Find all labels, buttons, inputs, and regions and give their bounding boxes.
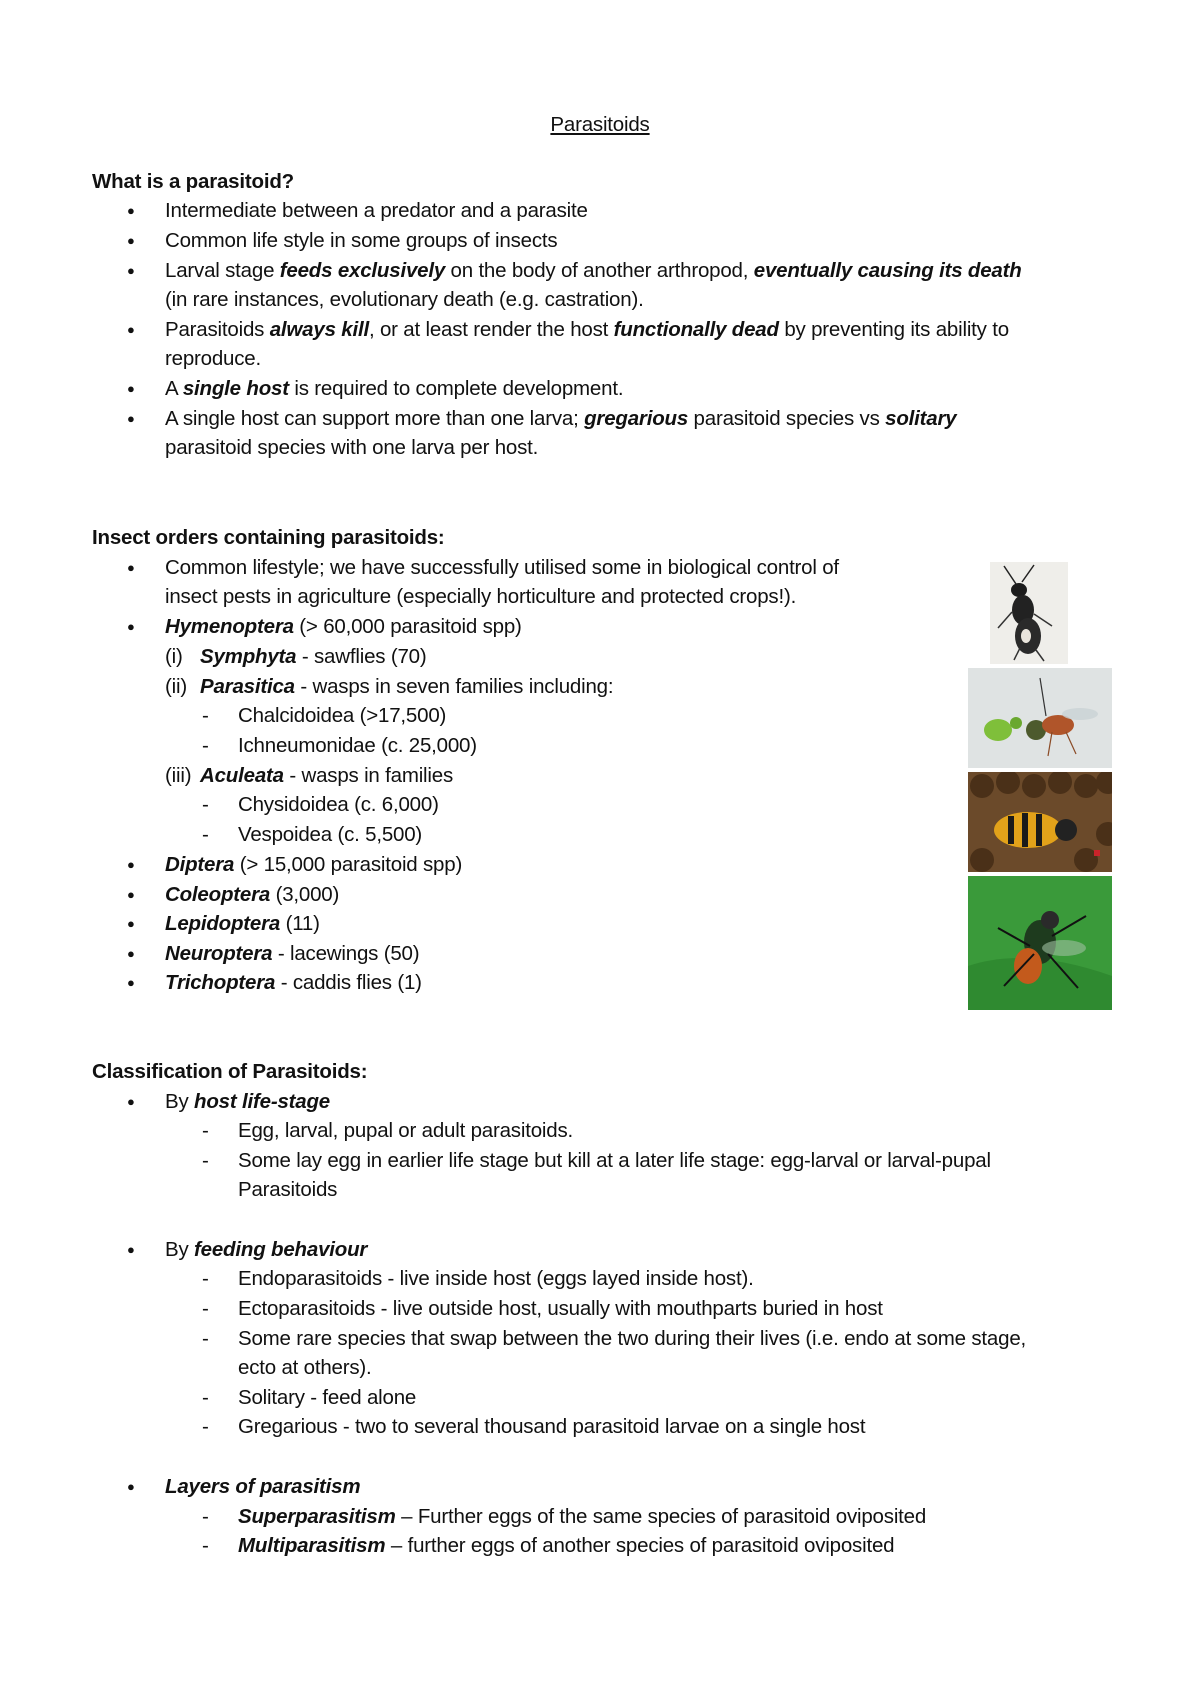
dash-marker: - [202, 1267, 209, 1290]
dash-marker: - [202, 734, 209, 757]
dash-marker: - [202, 793, 209, 816]
bullet-marker: ● [127, 381, 135, 396]
list-item: Coleoptera (3,000) [165, 883, 340, 906]
bullet-marker: ● [127, 203, 135, 218]
list-item: Layers of parasitism [165, 1475, 361, 1498]
numbered-sub-item-marker: (ii) [165, 675, 187, 698]
dash-item: Solitary - feed alone [238, 1386, 417, 1409]
dash-item: Ichneumonidae (c. 25,000) [238, 734, 477, 757]
list-item-continuation: (in rare instances, evolutionary death (e.g. castration). [165, 288, 644, 311]
bullet-marker: ● [127, 975, 135, 990]
bullet-marker: ● [127, 887, 135, 902]
dash-item: Some rare species that swap between the two during their lives (i.e. endo at some stage, [238, 1327, 1027, 1350]
insect-photo-sawfly [990, 562, 1068, 664]
dash-item: Some lay egg in earlier life stage but kill at a later life stage: egg-larval or larval-pupal [238, 1149, 991, 1172]
list-item: By host life-stage [165, 1090, 330, 1113]
dash-marker: - [202, 1415, 209, 1438]
dash-marker: - [202, 1119, 209, 1142]
dash-item: Chysidoidea (c. 6,000) [238, 793, 439, 816]
list-item: Lepidoptera (11) [165, 912, 320, 935]
bullet-marker: ● [127, 322, 135, 337]
list-item: A single host can support more than one larva; gregarious parasitoid species vs solitary [165, 407, 957, 430]
bullet-marker: ● [127, 560, 135, 575]
dash-item: Superparasitism – Further eggs of the same species of parasitoid oviposited [238, 1505, 927, 1528]
bullet-marker: ● [127, 1479, 135, 1494]
section-heading-insect-orders: Insect orders containing parasitoids: [92, 526, 445, 549]
dash-marker: - [202, 1297, 209, 1320]
dash-marker: - [202, 823, 209, 846]
list-item-continuation: insect pests in agriculture (especially horticulture and protected crops!). [165, 585, 797, 608]
bullet-marker: ● [127, 619, 135, 634]
bullet-marker: ● [127, 857, 135, 872]
dash-item: Vespoidea (c. 5,500) [238, 823, 423, 846]
list-item: Common life style in some groups of insects [165, 229, 558, 252]
dash-marker: - [202, 1505, 209, 1528]
dash-item: Egg, larval, pupal or adult parasitoids. [238, 1119, 574, 1142]
list-item: A single host is required to complete development. [165, 377, 624, 400]
dash-marker: - [202, 1534, 209, 1557]
list-item-continuation: parasitoid species with one larva per host. [165, 436, 539, 459]
list-item: By feeding behaviour [165, 1238, 368, 1261]
dash-item: Multiparasitism – further eggs of another species of parasitoid oviposited [238, 1534, 895, 1557]
numbered-sub-item-marker: (i) [165, 645, 183, 668]
numbered-sub-item: Aculeata - wasps in families [200, 764, 454, 787]
numbered-sub-item-marker: (iii) [165, 764, 192, 787]
dash-marker: - [202, 1386, 209, 1409]
insect-photo-parasitic-wasp [968, 668, 1112, 768]
bullet-marker: ● [127, 263, 135, 278]
list-item: Intermediate between a predator and a parasite [165, 199, 588, 222]
list-item: Trichoptera - caddis flies (1) [165, 971, 422, 994]
list-item: Hymenoptera (> 60,000 parasitoid spp) [165, 615, 522, 638]
dash-item: Gregarious - two to several thousand parasitoid larvae on a single host [238, 1415, 866, 1438]
dash-marker: - [202, 704, 209, 727]
insect-photo-wasp-on-comb [968, 772, 1112, 872]
bullet-marker: ● [127, 1094, 135, 1109]
bullet-marker: ● [127, 916, 135, 931]
dash-item: Chalcidoidea (>17,500) [238, 704, 447, 727]
list-item: Diptera (> 15,000 parasitoid spp) [165, 853, 463, 876]
dash-item-continuation: ecto at others). [238, 1356, 372, 1379]
bullet-marker: ● [127, 411, 135, 426]
list-item-continuation: reproduce. [165, 347, 262, 370]
section-heading-what-is: What is a parasitoid? [92, 170, 294, 193]
dash-marker: - [202, 1327, 209, 1350]
bullet-marker: ● [127, 946, 135, 961]
dash-marker: - [202, 1149, 209, 1172]
numbered-sub-item: Symphyta - sawflies (70) [200, 645, 427, 668]
dash-item: Ectoparasitoids - live outside host, usually with mouthparts buried in host [238, 1297, 883, 1320]
list-item: Parasitoids always kill, or at least render the host functionally dead by preventing its ability to [165, 318, 1009, 341]
section-heading-classification: Classification of Parasitoids: [92, 1060, 368, 1083]
list-item: Neuroptera - lacewings (50) [165, 942, 420, 965]
bullet-marker: ● [127, 233, 135, 248]
list-item: Larval stage feeds exclusively on the body of another arthropod, eventually causing its death [165, 259, 1022, 282]
list-item: Common lifestyle; we have successfully utilised some in biological control of [165, 556, 839, 579]
insect-photo-fly-on-leaf [968, 876, 1112, 1010]
numbered-sub-item: Parasitica - wasps in seven families including: [200, 675, 614, 698]
bullet-marker: ● [127, 1242, 135, 1257]
dash-item-continuation: Parasitoids [238, 1178, 338, 1201]
dash-item: Endoparasitoids - live inside host (eggs layed inside host). [238, 1267, 754, 1290]
page-title: Parasitoids [550, 113, 650, 136]
